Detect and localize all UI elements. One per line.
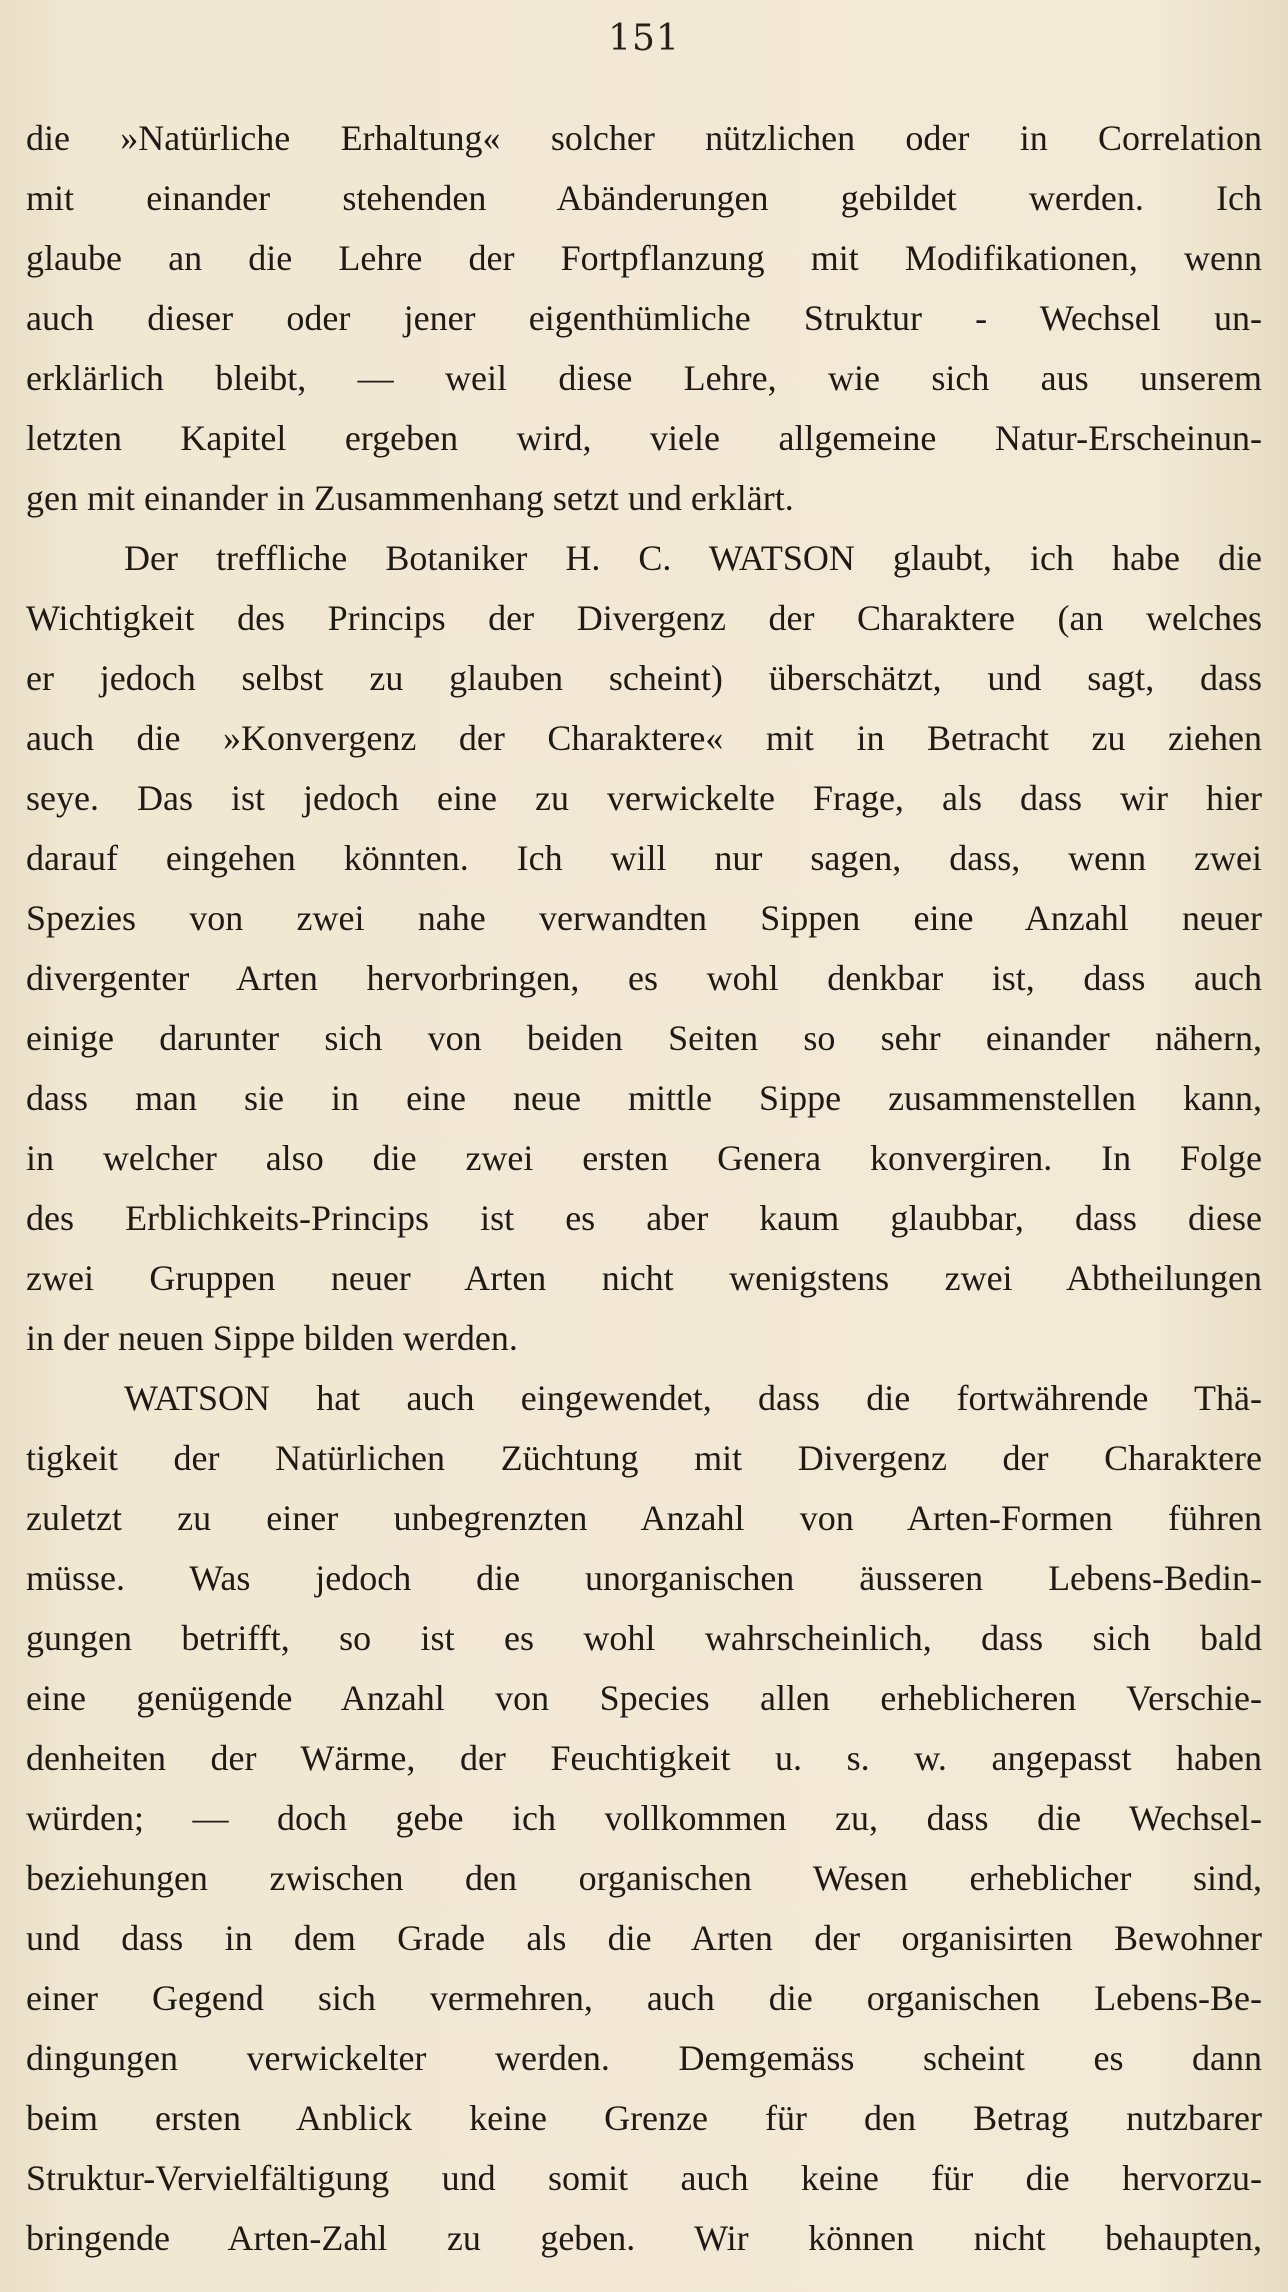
text-line: er jedoch selbst zu glauben scheint) überschätzt, und sagt, dass xyxy=(26,658,1262,698)
text-line: tigkeit der Natürlichen Züchtung mit Divergenz der Charaktere xyxy=(26,1438,1262,1478)
text-line: müsse. Was jedoch die unorganischen äusseren Lebens-Bedin- xyxy=(26,1558,1262,1598)
body-text xyxy=(26,108,1262,2268)
text-line: auch die »Konvergenz der Charaktere« mit in Betracht zu ziehen xyxy=(26,718,1262,758)
text-line: mit einander stehenden Abänderungen gebildet werden. Ich xyxy=(26,178,1262,218)
text-line: divergenter Arten hervorbringen, es wohl denkbar ist, dass auch xyxy=(26,958,1262,998)
page-number: 151 xyxy=(608,18,680,59)
text-line: Der treffliche Botaniker H. C. WATSON glaubt, ich habe die xyxy=(124,538,1262,578)
text-line: und dass in dem Grade als die Arten der organisirten Bewohner xyxy=(26,1918,1262,1958)
text-line: Wichtigkeit des Princips der Divergenz der Charaktere (an welches xyxy=(26,598,1262,638)
text-line: beziehungen zwischen den organischen Wesen erheblicher sind, xyxy=(26,1858,1262,1898)
text-line: die »Natürliche Erhaltung« solcher nützlichen oder in Correlation xyxy=(26,118,1262,158)
text-line: beim ersten Anblick keine Grenze für den Betrag nutzbarer xyxy=(26,2098,1262,2138)
text-line: WATSON hat auch eingewendet, dass die fortwährende Thä- xyxy=(124,1378,1262,1418)
text-line: erklärlich bleibt, — weil diese Lehre, wie sich aus unserem xyxy=(26,358,1262,398)
text-line: gen mit einander in Zusammenhang setzt und erklärt. xyxy=(26,478,794,518)
text-line: eine genügende Anzahl von Species allen erheblicheren Verschie- xyxy=(26,1678,1262,1718)
text-line: zuletzt zu einer unbegrenzten Anzahl von Arten-Formen führen xyxy=(26,1498,1262,1538)
text-line: des Erblichkeits-Princips ist es aber kaum glaubbar, dass diese xyxy=(26,1198,1262,1238)
text-line: auch dieser oder jener eigenthümliche Struktur - Wechsel un- xyxy=(26,298,1262,338)
text-line: einer Gegend sich vermehren, auch die organischen Lebens-Be- xyxy=(26,1978,1262,2018)
text-line: glaube an die Lehre der Fortpflanzung mit Modifikationen, wenn xyxy=(26,238,1262,278)
text-line: dingungen verwickelter werden. Demgemäss scheint es dann xyxy=(26,2038,1262,2078)
text-line: zwei Gruppen neuer Arten nicht wenigstens zwei Abtheilungen xyxy=(26,1258,1262,1298)
text-line: denheiten der Wärme, der Feuchtigkeit u. s. w. angepasst haben xyxy=(26,1738,1262,1778)
text-line: würden; — doch gebe ich vollkommen zu, dass die Wechsel- xyxy=(26,1798,1262,1838)
text-line: Struktur-Vervielfältigung und somit auch keine für die hervorzu- xyxy=(26,2158,1262,2198)
text-line: in der neuen Sippe bilden werden. xyxy=(26,1318,518,1358)
text-line: in welcher also die zwei ersten Genera konvergiren. In Folge xyxy=(26,1138,1262,1178)
text-line: letzten Kapitel ergeben wird, viele allgemeine Natur-Erscheinun- xyxy=(26,418,1262,458)
text-line: darauf eingehen könnten. Ich will nur sagen, dass, wenn zwei xyxy=(26,838,1262,878)
text-line: gungen betrifft, so ist es wohl wahrscheinlich, dass sich bald xyxy=(26,1618,1262,1658)
text-line: bringende Arten-Zahl zu geben. Wir können nicht behaupten, xyxy=(26,2218,1262,2258)
text-line: einige darunter sich von beiden Seiten so sehr einander nähern, xyxy=(26,1018,1262,1058)
text-line: dass man sie in eine neue mittle Sippe zusammenstellen kann, xyxy=(26,1078,1262,1118)
text-line: Spezies von zwei nahe verwandten Sippen eine Anzahl neuer xyxy=(26,898,1262,938)
text-line: seye. Das ist jedoch eine zu verwickelte Frage, als dass wir hier xyxy=(26,778,1262,818)
